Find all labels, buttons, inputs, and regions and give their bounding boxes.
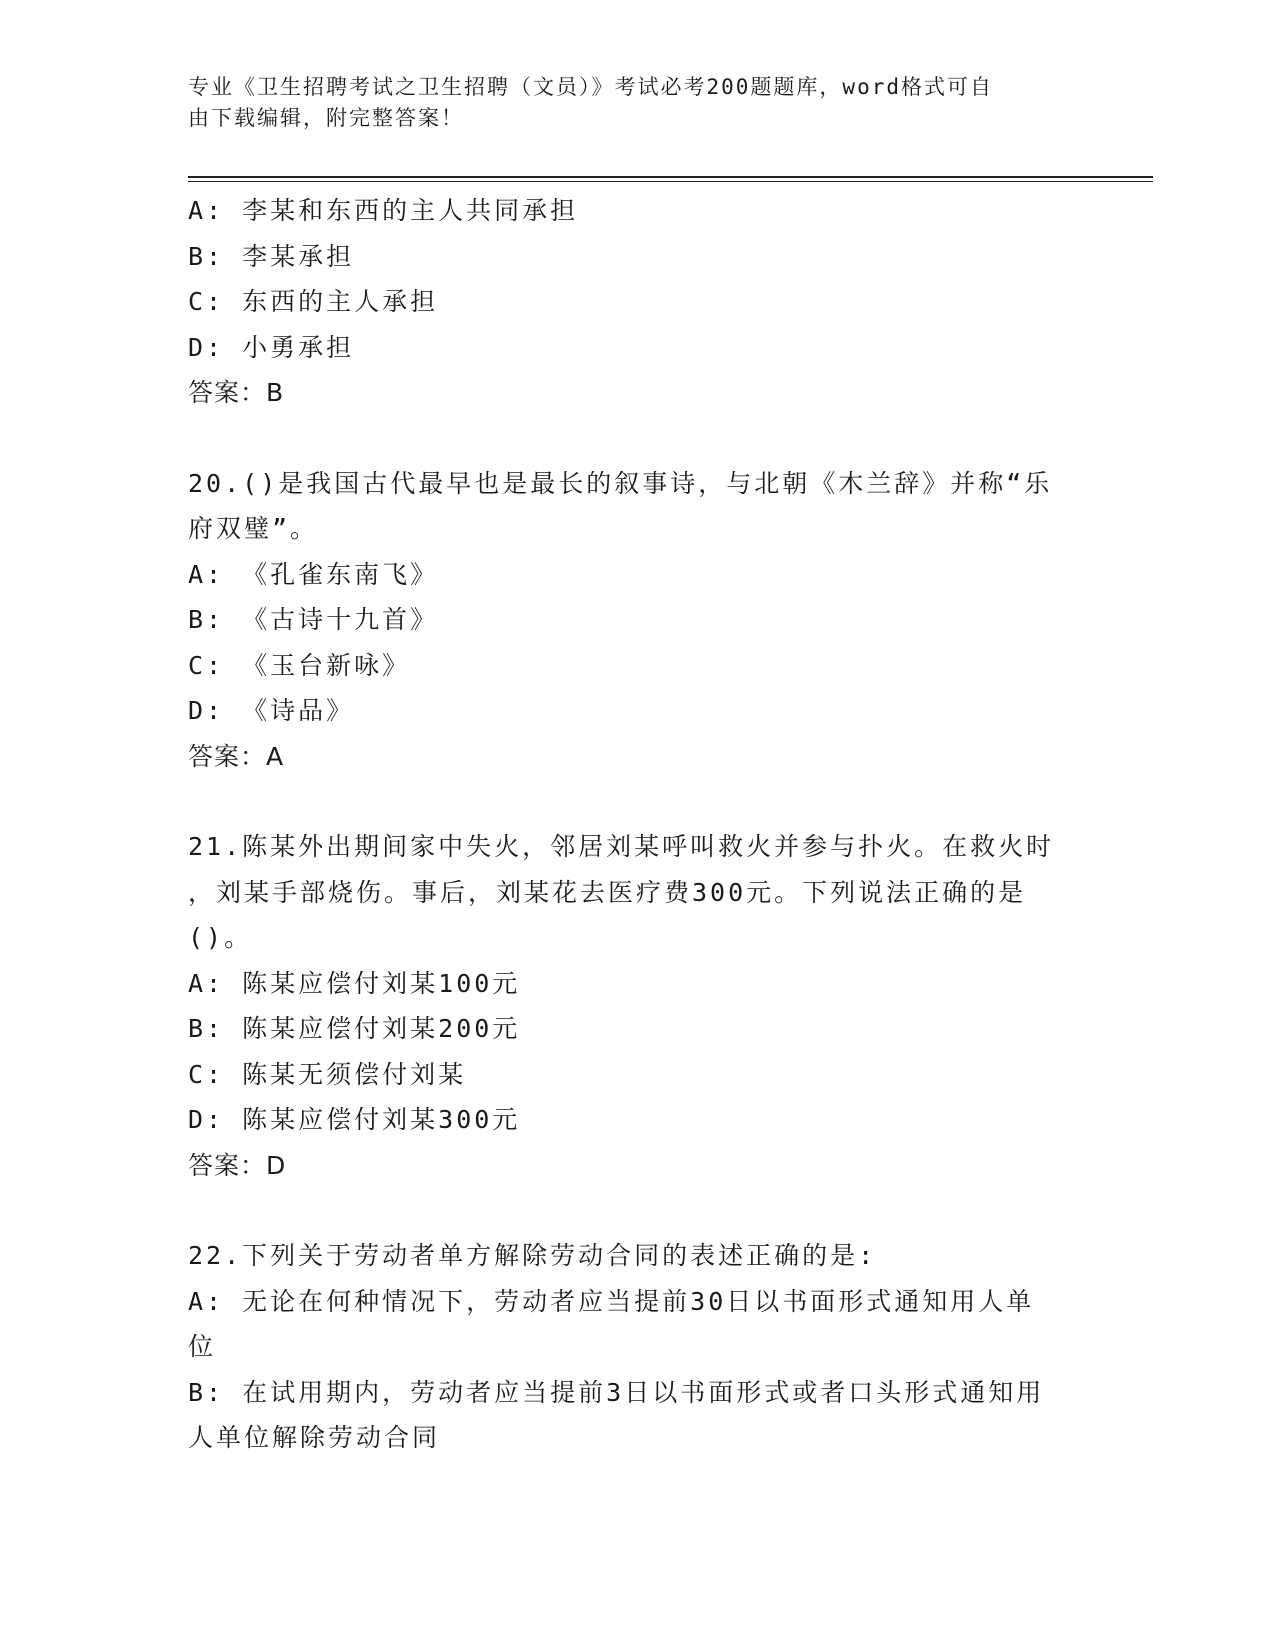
question-list <box>188 188 1088 1461</box>
question-stem-line: ，刘某手部烧伤。事后，刘某花去医疗费300元。下列说法正确的是 <box>188 877 1027 907</box>
option-b-continued: 人单位解除劳动合同 <box>188 1423 441 1452</box>
question-stem-line: 府双璧”。 <box>188 514 319 543</box>
question-20 <box>188 461 1088 780</box>
option-b: B: 在试用期内，劳动者应当提前3日以书面形式或者口头形式通知用 <box>188 1377 1045 1407</box>
question-22 <box>188 1233 1088 1461</box>
option-c: C: 《玉台新咏》 <box>188 650 411 680</box>
question-stem-line: 22.下列关于劳动者单方解除劳动合同的表述正确的是: <box>188 1241 877 1270</box>
option-a: A: 陈某应偿付刘某100元 <box>188 968 521 998</box>
option-b: B: 《古诗十九首》 <box>188 605 439 634</box>
option-d: D: 陈某应偿付刘某300元 <box>188 1105 521 1134</box>
question-stem-line: ()。 <box>188 923 253 952</box>
header-line-1: 专业《卫生招聘考试之卫生招聘（文员）》考试必考200题题库，word格式可自 <box>188 75 993 99</box>
option-b: B: 陈某应偿付刘某200元 <box>188 1014 521 1043</box>
option-a: A: 无论在何种情况下，劳动者应当提前30日以书面形式通知用人单 <box>188 1286 1035 1316</box>
question-stem-line: 21.陈某外出期间家中失火，邻居刘某呼叫救火并参与扑火。在救火时 <box>188 832 1055 861</box>
header-divider-thin <box>188 181 1153 182</box>
option-d: D: 小勇承担 <box>188 332 355 362</box>
answer-line: 答案：D <box>188 1150 287 1180</box>
document-header <box>188 72 1068 134</box>
question-stem-line: 20.()是我国古代最早也是最长的叙事诗，与北朝《木兰辞》并称“乐 <box>188 468 1053 498</box>
header-line-2: 由下载编辑，附完整答案！ <box>188 106 464 130</box>
option-d: D: 《诗品》 <box>188 696 355 725</box>
question-21 <box>188 824 1088 1188</box>
option-a: A: 《孔雀东南飞》 <box>188 559 439 589</box>
question-19-tail <box>188 188 1088 416</box>
option-c: C: 东西的主人承担 <box>188 287 439 316</box>
option-c: C: 陈某无须偿付刘某 <box>188 1059 467 1089</box>
option-a-continued: 位 <box>188 1332 217 1361</box>
option-b: B: 李某承担 <box>188 241 355 271</box>
header-divider-thick <box>188 176 1153 178</box>
option-a: A: 李某和东西的主人共同承担 <box>188 196 579 225</box>
answer-line: 答案：B <box>188 378 285 407</box>
answer-line: 答案：A <box>188 741 285 771</box>
